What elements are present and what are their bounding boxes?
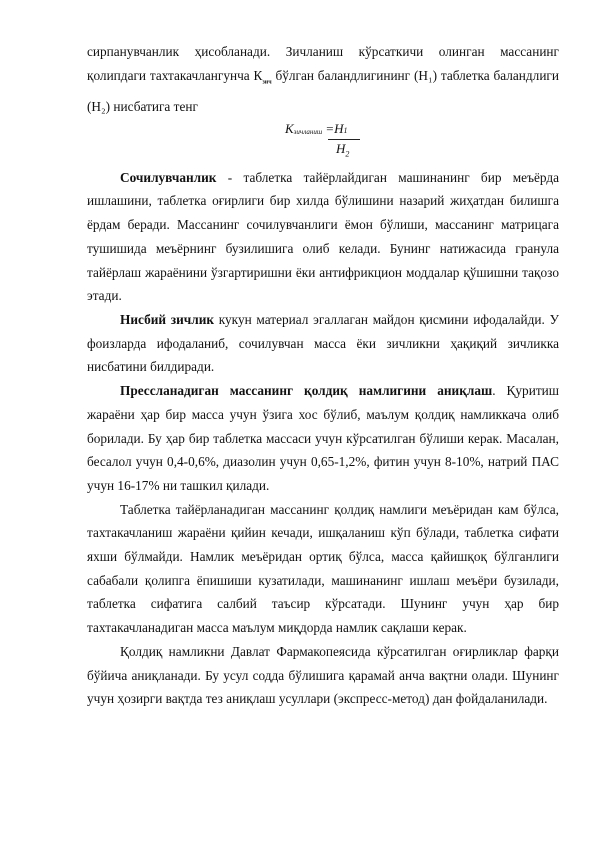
paragraph-determination: Қолдиқ намликни Давлат Фармакопеясида кўрсатилган оғирликлар фарқи бўйича аниқланади. Бу усул содда бўлишига қарамай анча вақтни олади. Шунинг учун ҳозирги вақтда тез аниқлаш усуллари (экспресс-метод) дан фойдаланилади. xyxy=(87,643,559,707)
paragraph-relative-density xyxy=(87,308,559,379)
paragraph-residual-moisture xyxy=(87,379,559,498)
compaction-formula xyxy=(87,119,559,166)
paragraph-compaction xyxy=(87,40,559,119)
term-heading: Сочилувчанлик xyxy=(120,169,217,185)
subscript: зич xyxy=(262,79,272,86)
document-page xyxy=(87,40,559,711)
paragraph-text: сирпанувчанлик ҳисобланади. Зичланиш кўрсаткичи олинган массанинг қолипдаги тахтакачлангунча К xyxy=(87,44,559,83)
paragraph-text: кукун материал эгаллаган майдон қисмини ифодалайди. У фоизларда ифодаланиб, сочилувчан масса ёки зичликни ҳақиқий зичликка нисбатини билдиради. xyxy=(87,311,559,375)
paragraph-flowability xyxy=(87,166,559,308)
formula-denominator: $H_2$ xyxy=(336,140,350,159)
term-heading: Прессланадиган массанинг қолдиқ намлигини аниқлаш xyxy=(120,383,493,399)
paragraph-text: бўлган баландлигининг (H₁) таблетка баландлиги (H₂) нисбатига тенг xyxy=(87,67,560,115)
formula-numerator: $К_{зичланиш} =H1$ xyxy=(285,120,348,136)
paragraph-text: . Қуритиш жараёни ҳар бир масса учун ўзига хос бўлиб, маълум қолдиқ намликкача олиб борилади. Бу ҳар бир таблетка массаси учун кўрсатилган бўлиши керак. Масалан, бесалол учун 0,4-0,6%, диазолин учун 0,65-1,2%, фитин учун 8-10%, натрий ПАС учун 16-17% ни ташкил қилади. xyxy=(87,383,559,493)
paragraph-moisture-effects: Таблетка тайёрланадиган массанинг қолдиқ намлиги меъёридан кам бўлса, тахтакачланиш жараёни қийин кечади, ишқаланиш кўп бўлади, таблетка сифати яхши бўлмайди. Намлик меъёридан ортиқ бўлса, масса қайишқоқ бўлганлиги сабабали қолипга ёпишиши кузатилади, машинанинг ишлаш меъёри бузилади, таблетка сифатига салбий таъсир кўрсатади. Шунинг учун ҳар бир тахтакачланадиган масса маълум миқдорда намлик сақлаши керак. xyxy=(87,501,559,636)
term-heading: Нисбий зичлик xyxy=(120,311,215,327)
paragraph-text: - таблетка тайёрлайдиган машинанинг бир меъёрда ишлашини, таблетка оғирлиги бир хилда бўлишини назарий жиҳатдан билишга ёрдам беради. Массанинг сочилувчанлиги ёмон бўлиши, массанинг матрицага тушишида меъёрнинг бузилишига олиб келади. Бунинг натижасида гранула тайёрлаш жараёнини ўзгартиришни ёки антифрикцион моддалар қўшишни тақозо этади. xyxy=(87,169,559,304)
